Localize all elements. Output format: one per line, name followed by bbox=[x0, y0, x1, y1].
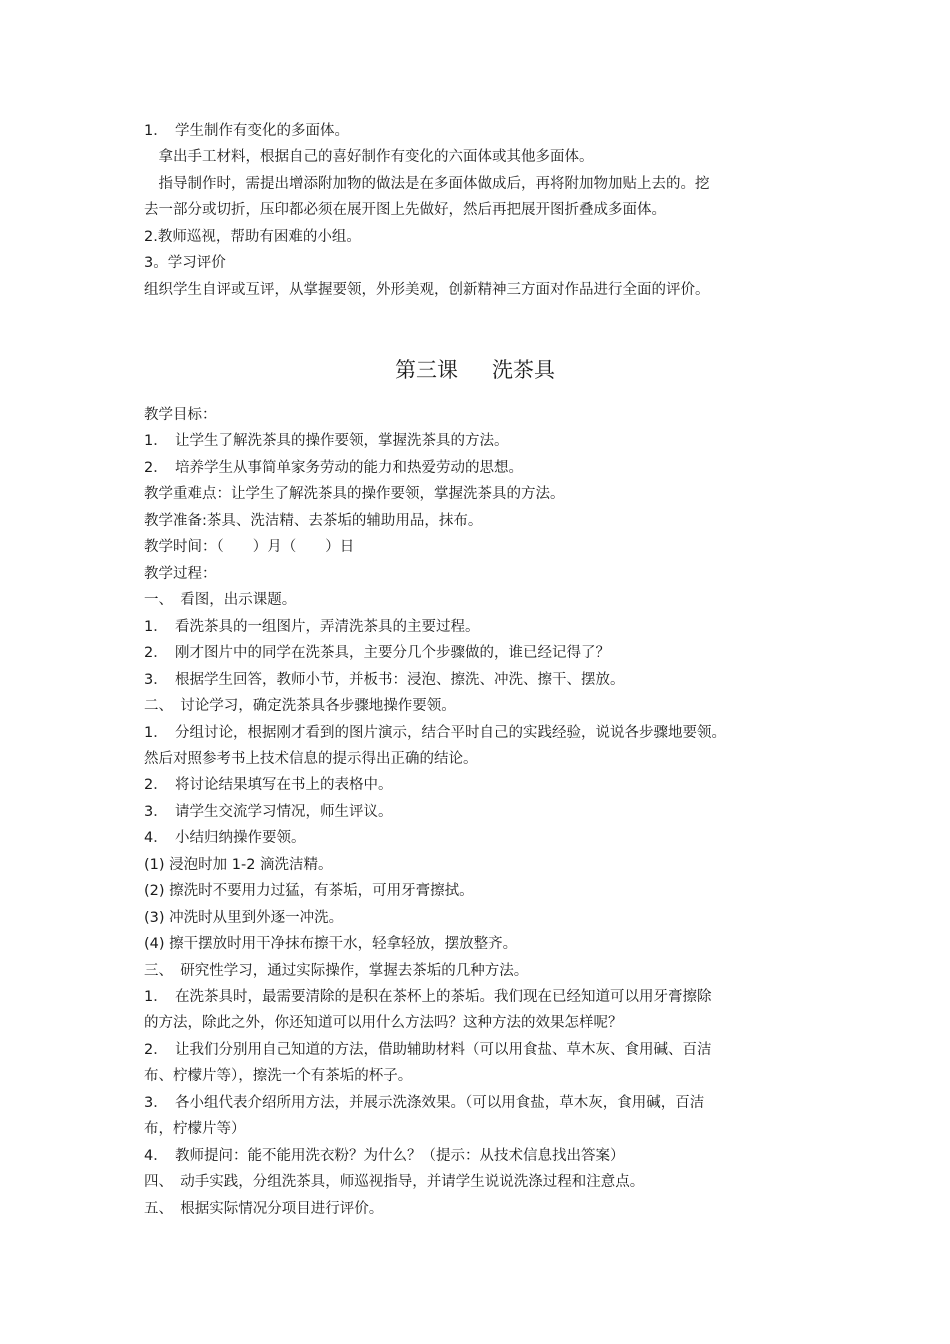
sub-item: (4) 擦干摆放时用干净抹布擦干水，轻拿轻放，摆放整齐。 bbox=[144, 936, 518, 952]
list-item: 1． 分组讨论，根据刚才看到的图片演示，结合平时自己的实践经验，说说各步骤地要领。 bbox=[144, 725, 726, 741]
list-item-continued: 布，柠檬片等） bbox=[144, 1121, 246, 1137]
list-item: 3． 根据学生回答，教师小节，并板书：浸泡、擦洗、冲洗、擦干、摆放。 bbox=[144, 672, 625, 688]
paragraph-materials: 拿出手工材料，根据自己的喜好制作有变化的六面体或其他多面体。 bbox=[144, 149, 594, 165]
goal-item: 2． 培养学生从事简单家务劳动的能力和热爱劳动的思想。 bbox=[144, 460, 523, 476]
teaching-goals-heading: 教学目标： bbox=[144, 407, 217, 423]
sub-item: (1) 浸泡时加 1-2 滴洗洁精。 bbox=[144, 857, 333, 873]
goal-item: 1． 让学生了解洗茶具的操作要领，掌握洗茶具的方法。 bbox=[144, 433, 509, 449]
step-teacher-patrol: 2.教师巡视，帮助有困难的小组。 bbox=[144, 229, 361, 245]
list-item: 2． 将讨论结果填写在书上的表格中。 bbox=[144, 777, 393, 793]
list-item: 4． 小结归纳操作要领。 bbox=[144, 830, 306, 846]
list-item: 1． 在洗茶具时，最需要清除的是积在茶杯上的茶垢。我们现在已经知道可以用牙膏擦除 bbox=[144, 989, 712, 1005]
section-heading: 四、 动手实践，分组洗茶具，师巡视指导，并请学生说说洗涤过程和注意点。 bbox=[144, 1174, 645, 1190]
lesson-number: 第三课 bbox=[395, 358, 458, 382]
process-heading: 教学过程： bbox=[144, 566, 217, 582]
list-item: 3． 请学生交流学习情况，师生评议。 bbox=[144, 804, 393, 820]
section-heading: 一、 看图，出示课题。 bbox=[144, 592, 297, 608]
list-item: 1． 看洗茶具的一组图片，弄清洗茶具的主要过程。 bbox=[144, 619, 480, 635]
sub-item: (2) 擦洗时不要用力过猛，有茶垢，可用牙膏擦拭。 bbox=[144, 883, 474, 899]
list-item: 2． 刚才图片中的同学在洗茶具，主要分几个步骤做的，谁已经记得了？ bbox=[144, 645, 610, 661]
paragraph-guidance-line1: 指导制作时，需提出增添附加物的做法是在多面体做成后，再将附加物加贴上去的。挖 bbox=[144, 176, 710, 192]
key-points: 教学重难点：让学生了解洗茶具的操作要领，掌握洗茶具的方法。 bbox=[144, 486, 565, 502]
list-item: 2． 让我们分别用自己知道的方法，借助辅助材料（可以用食盐、草木灰、食用碱、百洁 bbox=[144, 1042, 712, 1058]
step-make-polyhedron: 1． 学生制作有变化的多面体。 bbox=[144, 123, 349, 139]
sub-item: (3) 冲洗时从里到外逐一冲洗。 bbox=[144, 910, 344, 926]
lesson-name: 洗茶具 bbox=[492, 358, 555, 382]
preparation: 教学准备:茶具、洗洁精、去茶垢的辅助用品，抹布。 bbox=[144, 513, 483, 529]
step-evaluation: 3。学习评价 bbox=[144, 255, 226, 271]
list-item-continued: 然后对照参考书上技术信息的提示得出正确的结论。 bbox=[144, 751, 478, 767]
teaching-time: 教学时间：（ ）月（ ）日 bbox=[144, 539, 355, 555]
paragraph-evaluation: 组织学生自评或互评，从掌握要领，外形美观，创新精神三方面对作品进行全面的评价。 bbox=[144, 282, 710, 298]
list-item: 3． 各小组代表介绍所用方法，并展示洗涤效果。（可以用食盐，草木灰，食用碱，百洁 bbox=[144, 1095, 705, 1111]
lesson-title bbox=[0, 356, 950, 384]
paragraph-guidance-line2: 去一部分或切折，压印都必须在展开图上先做好，然后再把展开图折叠成多面体。 bbox=[144, 202, 666, 218]
section-heading: 五、 根据实际情况分项目进行评价。 bbox=[144, 1201, 384, 1217]
section-heading: 二、 讨论学习，确定洗茶具各步骤地操作要领。 bbox=[144, 698, 456, 714]
list-item: 4． 教师提问：能不能用洗衣粉？为什么？（提示：从技术信息找出答案） bbox=[144, 1148, 625, 1164]
list-item-continued: 的方法，除此之外，你还知道可以用什么方法吗？这种方法的效果怎样呢？ bbox=[144, 1015, 623, 1031]
section-heading: 三、 研究性学习，通过实际操作，掌握去茶垢的几种方法。 bbox=[144, 963, 529, 979]
list-item-continued: 布、柠檬片等），擦洗一个有茶垢的杯子。 bbox=[144, 1068, 413, 1084]
